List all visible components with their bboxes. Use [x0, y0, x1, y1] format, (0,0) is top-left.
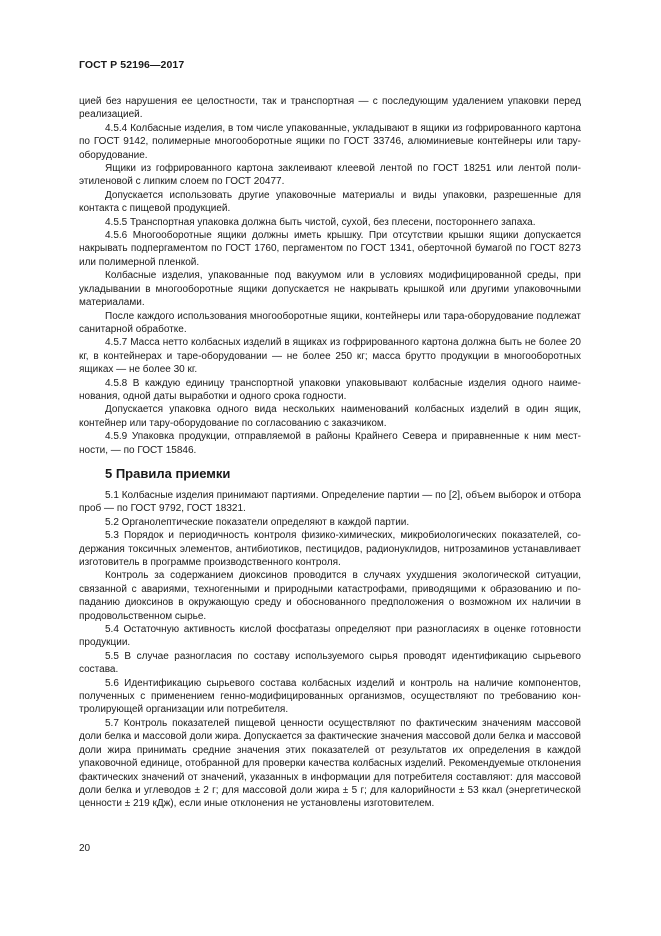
- paragraph: Контроль за содержанием диоксинов проводится в случаях ухудшения экологической ситуации, связанной с авариями, техногенными и природными катастрофами, приводящими к образованию и попаданию диоксинов в окружающую среду и обоснованного предположения о возможном их наличии в продовольственном сырье.: [79, 570, 581, 622]
- paragraph: 5.1 Колбасные изделия принимают партиями. Определение партии — по [2], объем выборок и отбора проб — по ГОСТ 9792, ГОСТ 18321.: [79, 489, 581, 515]
- paragraph: цией без нарушения ее целостности, так и транспортная — с последующим удалением упаковки перед реализацией.: [79, 96, 581, 121]
- paragraph: Допускается упаковка одного вида нескольких наименований колбасных изделий в один ящик, контейнер или тару-оборудование по согласованию с заказчиком.: [79, 404, 581, 429]
- page-number: 20: [79, 843, 91, 854]
- paragraph: 5.6 Идентификацию сырьевого состава колбасных изделий и контроль на наличие компонентов, полученных с применением генно-модифицированных организмов, осуществляют по требованию контролирующей организации или потребителя.: [79, 677, 581, 716]
- paragraph: Допускается использовать другие упаковочные материалы и виды упаковки, разрешенные для контакта с пищевой продукцией.: [79, 189, 581, 215]
- document-header: ГОСТ Р 52196—2017: [79, 59, 185, 71]
- paragraph: 4.5.9 Упаковка продукции, отправляемой в районы Крайнего Севера и приравненные к ним местности, — по ГОСТ 15846.: [79, 431, 581, 456]
- paragraph: После каждого использования многооборотные ящики, контейнеры или тара-оборудование подлежат санитарной обработке.: [79, 310, 581, 335]
- paragraph: 4.5.5 Транспортная упаковка должна быть чистой, сухой, без плесени, постороннего запаха.: [105, 216, 536, 228]
- paragraph: 5.3 Порядок и периодичность контроля физико-химических, микробиологических показателей, содержания токсичных элементов, антибиотиков, пестицидов, радионуклидов, нитрозаминов устанавливает изготовитель в программе производственного контроля.: [79, 530, 581, 568]
- paragraph: 5.4 Остаточную активность кислой фосфатазы определяют при разногласиях в оценке готовности продукции.: [79, 624, 581, 649]
- document-body: [79, 95, 581, 811]
- paragraph: 4.5.8 В каждую единицу транспортной упаковки упаковывают колбасные изделия одного наименования, одной даты выработки и одного срока годности.: [79, 377, 581, 402]
- section-title: 5 Правила приемки: [105, 465, 231, 481]
- paragraph: 5.7 Контроль показателей пищевой ценности осуществляют по фактическим значениям массовой доли белка и массовой доли жира. Допускается за фактические значения массовой доли белка и массовой доли жира принимать средние значения этих показателей от результатов их определения в каждой упаковочной единице, отобранной для проверки качества колбасных изделий. Рекомендуемые отклонения фактических значений от значений, указанных в информации для потребителя составляют: для массовой доли белка и углеводов ± 2 г; для массовой доли жира ± 5 г; для калорийности ± 53 ккал (энергетической ценности ± 219 кДж), если иные отклонения не установлены изготовителем.: [79, 717, 581, 810]
- paragraph: Колбасные изделия, упакованные под вакуумом или в условиях модифицированной среды, при укладывании в многооборотные ящики допускается не накрывать крышкой или другими упаковочными материалами.: [79, 270, 581, 309]
- paragraph: 5.2 Органолептические показатели определяют в каждой партии.: [105, 516, 410, 528]
- paragraph: 4.5.6 Многооборотные ящики должны иметь крышку. При отсутствии крышки ящики допускается накрывать подпергаментом по ГОСТ 1760, пергаментом по ГОСТ 1341, оберточной бумагой по ГОСТ 8273 или полимерной пленкой.: [79, 230, 581, 268]
- paragraph: 5.5 В случае разногласия по составу используемого сырья проводят идентификацию сырьевого состава.: [79, 650, 581, 676]
- paragraph: Ящики из гофрированного картона заклеивают клеевой лентой по ГОСТ 18251 или лентой полиэтиленовой с липким слоем по ГОСТ 20477.: [79, 163, 581, 188]
- paragraph: 4.5.7 Масса нетто колбасных изделий в ящиках из гофрированного картона должна быть не более 20 кг, в контейнерах и таре-оборудовании — не более 250 кг; масса брутто продукции в многооборотных ящиках — не более 30 кг.: [79, 337, 581, 376]
- paragraph: 4.5.4 Колбасные изделия, в том числе упакованные, укладывают в ящики из гофрированного картона по ГОСТ 9142, полимерные многооборотные ящики по ГОСТ 33746, алюминиевые контейнеры или тару-оборудование.: [79, 122, 581, 161]
